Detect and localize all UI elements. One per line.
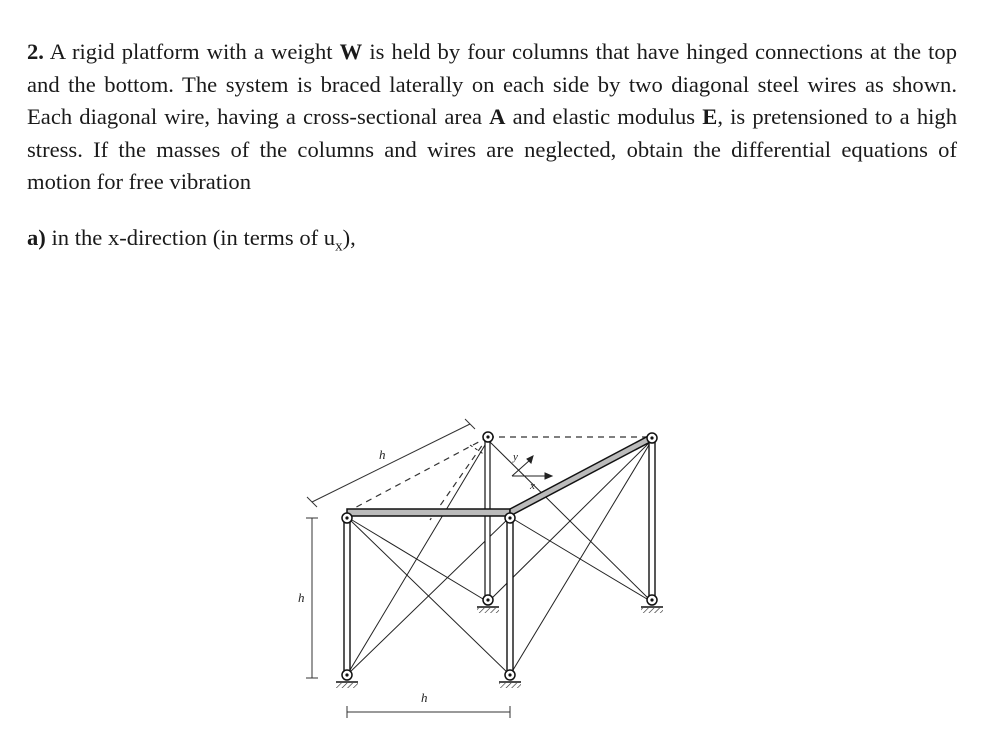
modulus-symbol: E	[702, 104, 718, 130]
part-a-label: a)	[27, 225, 46, 250]
x-axis-arrow	[545, 473, 552, 479]
problem-text-3: and elastic modulus	[505, 104, 703, 130]
problem-text-2: is held by four columns that have hinged connections at the top and the bottom. The system is braced laterally on each side by two diagonal steel wires as shown. Each diagonal wire, having a cross-sectional area	[27, 39, 957, 130]
hinges	[342, 432, 657, 680]
part-a	[27, 222, 356, 263]
column-back-right	[649, 440, 655, 602]
bracing-wires	[347, 440, 652, 675]
area-symbol: A	[489, 104, 506, 130]
dimension-lines	[306, 419, 510, 718]
weight-symbol: W	[339, 39, 363, 64]
part-a-subscript: x	[335, 238, 343, 255]
frame-diagram	[290, 415, 670, 725]
problem-statement	[27, 36, 957, 199]
label-axis-y: y	[513, 451, 518, 463]
column-back-left	[485, 440, 490, 600]
ground-supports	[336, 607, 663, 688]
platform-front-edge	[347, 509, 510, 516]
problem-number: 2.	[27, 39, 44, 64]
label-depth-h: h	[379, 447, 386, 462]
ground-front-left	[336, 683, 358, 688]
depth-dimension-line	[312, 424, 470, 502]
label-height-h: h	[298, 590, 305, 605]
platform	[347, 434, 652, 516]
ground-front-right	[499, 683, 521, 688]
wire-left-2	[347, 440, 488, 675]
ground-back-right	[641, 608, 663, 613]
part-a-suffix: ),	[342, 225, 356, 250]
label-width-h: h	[421, 690, 428, 705]
frame-figure	[290, 415, 670, 725]
problem-text-4: , is pretensioned to a high stress. If the masses of the columns and wires are neglected, obtain the differential equations of motion for free vibration	[27, 104, 957, 195]
part-a-text: in the x-direction (in terms of u	[45, 225, 336, 250]
problem-text-1: A rigid platform with a weight	[43, 39, 340, 64]
column-front-left	[344, 515, 350, 677]
ground-back-left	[477, 608, 499, 613]
label-axis-x: x	[530, 480, 535, 492]
hinge-centers	[345, 435, 653, 676]
column-front-right	[507, 515, 513, 677]
